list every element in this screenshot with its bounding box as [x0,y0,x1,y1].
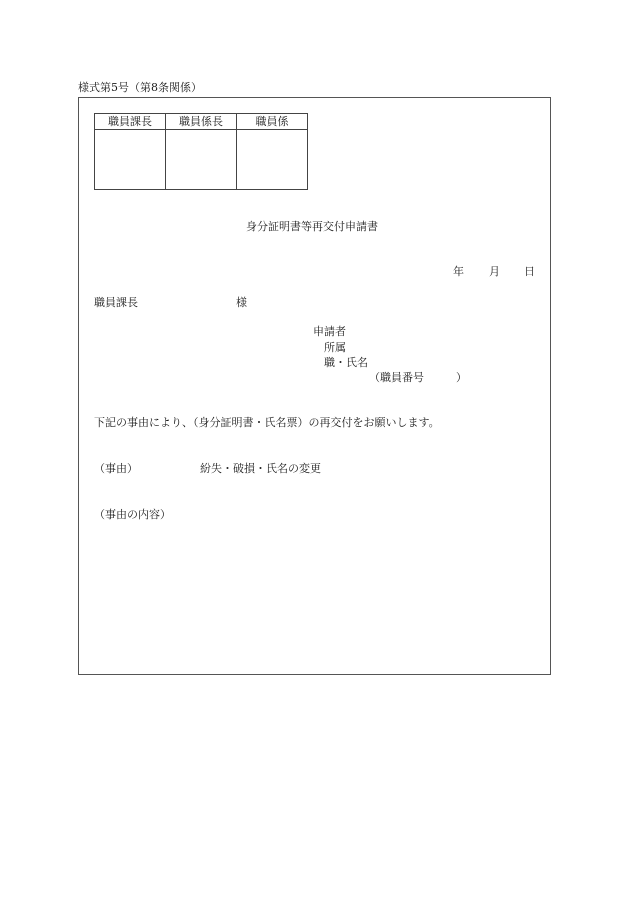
reason-detail-label: （事由の内容） [94,508,171,521]
stamp-cell-staff[interactable] [237,130,308,190]
reason-options: 紛失・破損・氏名の変更 [200,462,321,475]
reason-label: （事由） [94,462,138,475]
document-title: 身分証明書等再交付申請書 [246,220,378,233]
addressee-name: 職員課長 [94,296,138,309]
applicant-affiliation-label: 所属 [324,341,346,354]
date-month-label: 月 [489,265,500,278]
stamp-cell-unit-chief[interactable] [166,130,237,190]
employee-number-close: ） [456,371,467,384]
applicant-heading: 申請者 [313,325,346,338]
stamp-header-staff: 職員係 [237,114,308,130]
date-year-label: 年 [453,265,464,278]
stamp-cell-section-chief[interactable] [95,130,166,190]
stamp-header-section-chief: 職員課長 [95,114,166,130]
form-number-label: 様式第5号（第8条関係） [78,81,202,94]
approval-stamp-table [94,113,308,190]
request-statement: 下記の事由により、（身分証明書・氏名票）の再交付をお願いします。 [94,416,440,429]
stamp-header-unit-chief: 職員係長 [166,114,237,130]
addressee-honorific: 様 [236,296,247,309]
employee-number-label: （職員番号 [369,371,424,384]
applicant-position-name-label: 職・氏名 [324,356,368,369]
date-day-label: 日 [524,265,535,278]
